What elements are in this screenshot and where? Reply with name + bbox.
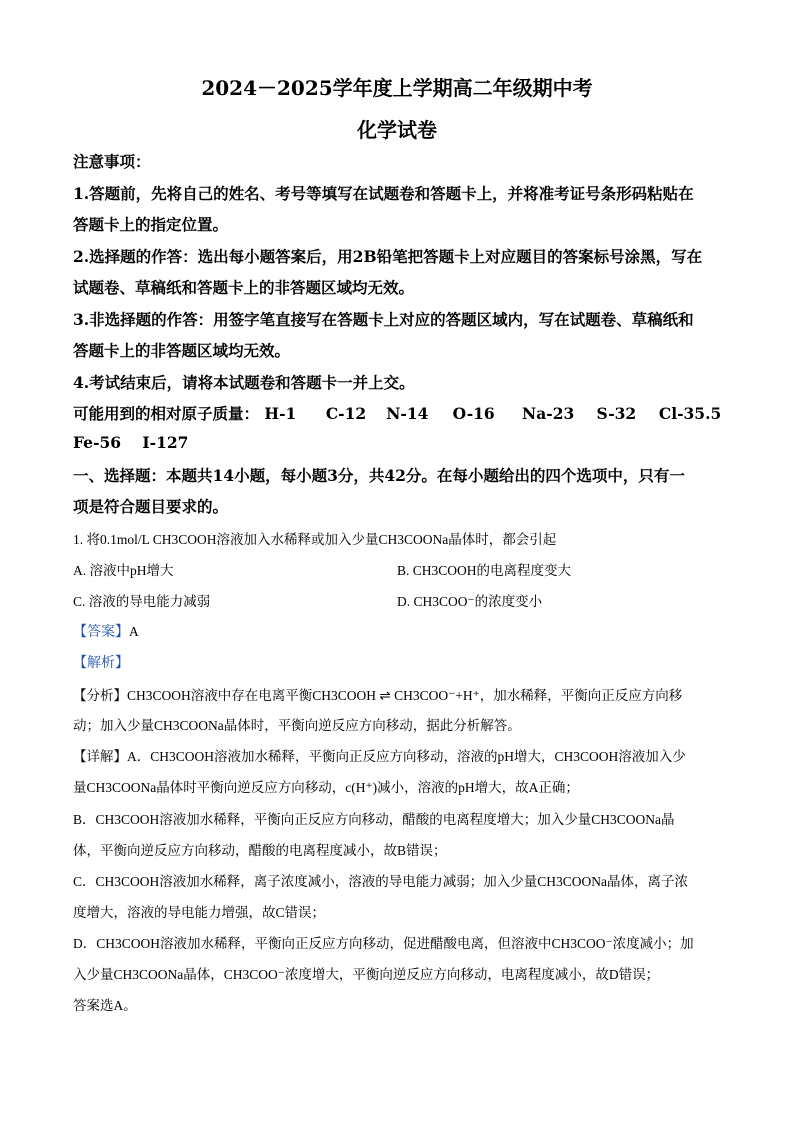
notice-line: 1.答题前，先将自己的姓名、考号等填写在试题卷和答题卡上，并将准考证号条形码粘贴在 [73,184,694,203]
option-d: D. CH3COO⁻的浓度变小 [397,594,543,609]
analysis-line: 【详解】A．CH3COOH溶液加水稀释，平衡向正反应方向移动，溶液的pH增大，CH3COOH溶液加入少 [73,749,686,764]
answer-label: 【答案】 [73,625,129,640]
atomic-mass: S-32 [596,404,637,423]
atomic-mass: C-12 [325,404,367,423]
atomic-mass: N-14 [386,404,429,423]
answer-row [73,621,723,641]
option-b: B. CH3COOH的电离程度变大 [397,563,572,578]
exam-title: 2024－2025学年度上学期高二年级期中考 [201,76,593,100]
notice-line: 4.考试结束后，请将本试题卷和答题卡一并上交。 [73,373,415,392]
atomic-mass: Cl-35.5 [658,404,722,423]
notice-line: 答题卡上的指定位置。 [73,215,229,234]
atomic-mass: I-127 [142,433,189,452]
analysis-row [73,652,723,672]
section-heading: 一、选择题：本题共14小题，每小题3分，共42分。在每小题给出的四个选项中，只有一 [73,466,685,485]
question-stem: 1. 将0.1mol/L CH3COOH溶液加入水稀释或加入少量CH3COONa晶体时，都会引起 [73,532,557,547]
analysis-line: B．CH3COOH溶液加水稀释，平衡向正反应方向移动，醋酸的电离程度增大；加入少量CH3COONa晶 [73,812,675,827]
answer-value: A [129,624,139,639]
atomic-mass: Fe-56 [73,433,122,452]
analysis-line: 入少量CH3COONa晶体，CH3COO⁻浓度增大，平衡向逆反应方向移动，电离程度减小，故D错误； [73,967,660,982]
exam-subtitle: 化学试卷 [357,118,437,142]
analysis-line: C．CH3COOH溶液加水稀释，离子浓度减小，溶液的导电能力减弱；加入少量CH3COONa晶体，离子浓 [73,874,689,889]
notice-line: 3.非选择题的作答：用签字笔直接写在答题卡上对应的答题区域内，写在试题卷、草稿纸和 [73,310,694,329]
section-heading: 项是符合题目要求的。 [73,497,229,516]
notice-heading: 注意事项： [73,152,151,171]
atomic-masses-line [73,433,723,452]
option-a: A. 溶液中pH增大 [73,563,174,578]
analysis-line: D．CH3COOH溶液加水稀释，平衡向正反应方向移动，促进醋酸电离，但溶液中CH3COO⁻浓度减小；加 [73,936,694,951]
notice-line: 试题卷、草稿纸和答题卡上的非答题区域均无效。 [73,278,415,297]
analysis-line: 度增大，溶液的导电能力增强，故C错误； [73,905,326,920]
notice-line: 2.选择题的作答：选出每小题答案后，用2B铅笔把答题卡上对应题目的答案标号涂黑，写在 [73,247,703,266]
atomic-mass: H-1 [264,404,297,423]
atomic-heading: 可能用到的相对原子质量： [73,404,260,423]
analysis-line: 体，平衡向逆反应方向移动，醋酸的电离程度减小，故B错误； [73,843,447,858]
atomic-mass: Na-23 [522,404,575,423]
analysis-line: 【分析】CH3COOH溶液中存在电离平衡CH3COOH ⇌ CH3COO⁻+H⁺，加水稀释，平衡向正反应方向移 [73,688,683,703]
analysis-line: 量CH3COONa晶体时平衡向逆反应方向移动，c(H⁺)减小，溶液的pH增大，故A正确； [73,780,579,795]
analysis-line: 动；加入少量CH3COONa晶体时，平衡向逆反应方向移动，据此分析解答。 [73,718,521,733]
option-c: C. 溶液的导电能力减弱 [73,594,211,609]
analysis-line: 答案选A。 [73,998,137,1013]
atomic-mass: O-16 [452,404,495,423]
analysis-label: 【解析】 [73,656,129,671]
atomic-masses-line [73,402,723,424]
notice-line: 答题卡上的非答题区域均无效。 [73,341,291,360]
